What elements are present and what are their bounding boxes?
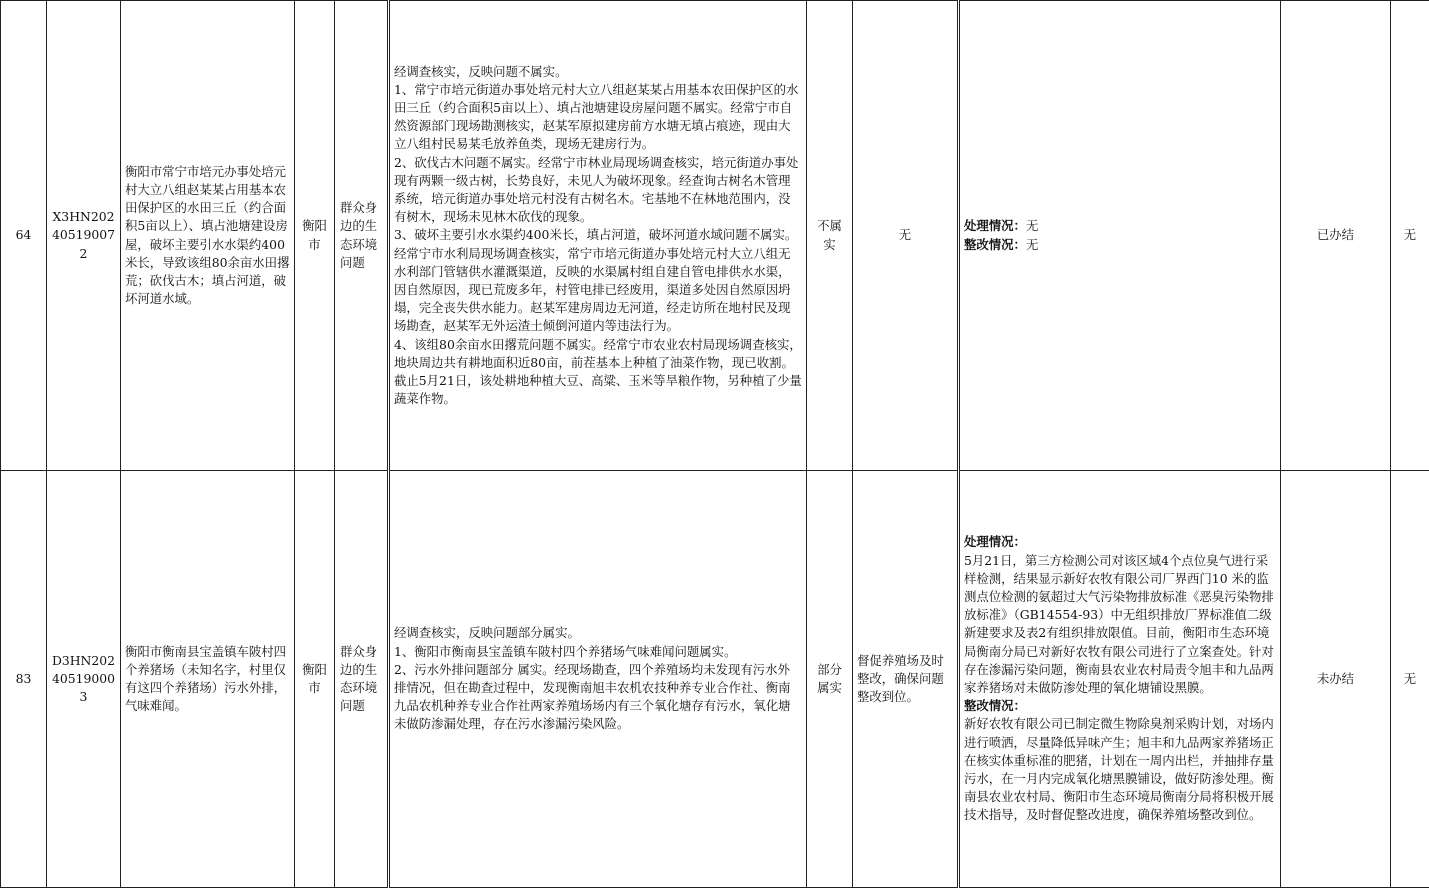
measures-cell: 无 [853, 1, 959, 471]
rectify-label: 整改情况： [964, 236, 1026, 252]
rectify-text: 新好农牧有限公司已制定微生物除臭剂采购计划，对场内进行喷洒，尽量降低异味产生；旭丰和九品两家养猪场正在核实体重标准的肥猪，计划在一周内出栏，并抽排存量污水，在一月内完成氧化塘黑膜铺设，做好防渗处理。衡南县农业农村局、衡阳市生态环境局衡南分局将积极开展技术指导，及时督促整改进度，确保养殖场整改到位。 [964, 716, 1274, 823]
status-cell: 已办结 [1281, 1, 1391, 471]
investigation-line: 2、砍伐古木问题不属实。经常宁市林业局现场调查核实，培元街道办事处现有两颗一级古树，长势良好，未见人为破坏现象。经查询古树名木管理系统，培元街道办事处培元村没有古树名木。宅基地不在林地范围内，没有树木，现场未见林木砍伐的现象。 [394, 154, 799, 225]
verdict-cell: 部分属实 [807, 471, 853, 888]
table-row [1, 471, 1429, 888]
investigation-line: 1、衡阳市衡南县宝盖镇车陂村四个养猪场气味难闻问题属实。 [394, 643, 737, 659]
investigation-line: 2、污水外排问题部分 属实。经现场勘查，四个养殖场均未发现有污水外排情况，但在勘查过程中，发现衡南旭丰农机农技种养专业合作社、衡南九品农机种养专业合作社两家养殖场场内有三个氧化塘存有污水，氧化塘未做防渗漏处理，存在污水渗漏污染风险。 [394, 661, 791, 732]
investigation-line: 经调查核实，反映问题不属实。 [394, 63, 568, 79]
accountability-cell: 无 [1391, 471, 1429, 888]
category-cell: 群众身边的生态环境问题 [335, 471, 389, 888]
rectify-label: 整改情况： [964, 698, 1026, 714]
accountability-cell: 无 [1391, 1, 1429, 471]
handling-label: 处理情况： [964, 218, 1026, 234]
investigation-cell [389, 471, 807, 888]
category-cell: 群众身边的生态环境问题 [335, 1, 389, 471]
handling-text: 5月21日，第三方检测公司对该区域4个点位臭气进行采样检测，结果显示新好农牧有限公司厂界西门10 米的监测点位检测的氨超过大气污染物排放标准《恶臭污染物排放标准》（GB14554-93）中无组织排放厂界标准值二级新建要求及表2有组织排放限值。目前，衡阳市生态环境局衡南分局已对新好农牧有限公司进行了立案查处。针对存在渗漏污染问题，衡南县农业农村局责令旭丰和九品两家养猪场对未做防渗处理的氧化塘铺设黑膜。 [964, 552, 1274, 695]
measures-cell: 督促养殖场及时整改，确保问题整改到位。 [853, 471, 959, 888]
code-cell: D3HN202405190003 [47, 471, 121, 888]
code-cell: X3HN202405190072 [47, 1, 121, 471]
verdict-cell: 不属实 [807, 1, 853, 471]
investigation-line: 3、破坏主要引水水渠约400米长，填占河道，破坏河道水域问题不属实。经常宁市水利局现场调查核实，常宁市培元街道办事处培元村大立八组无水利部门管辖供水灌溉渠道，反映的水渠属村组自建自管电排供水水渠，因自然原因，现已荒废多年，村管电排已经废用，渠道多处因自然原因坍塌，完全丧失供水能力。赵某军建房周边无河道，经走访所在地村民及现场勘查，赵某军无外运渣土倾倒河道内等违法行为。 [394, 227, 798, 334]
investigation-cell [389, 1, 807, 471]
rectify-text: 无 [1025, 236, 1039, 252]
handling-label: 处理情况： [964, 534, 1026, 550]
seq-cell: 64 [1, 1, 47, 471]
investigation-line: 4、该组80余亩水田撂荒问题不属实。经常宁市农业农村局现场调查核实，地块周边共有耕地面积近80亩，前茬基本上种植了油菜作物，现已收割。截止5月21日，该处耕地种植大豆、高粱、玉米等旱粮作物，另种植了少量蔬菜作物。 [394, 336, 802, 407]
investigation-line: 1、常宁市培元街道办事处培元村大立八组赵某某占用基本农田保护区的水田三丘（约合面积5亩以上）、填占池塘建设房屋问题不属实。经常宁市自然资源部门现场勘测核实，赵某军原拟建房前方水塘无填占痕迹，现由大立八组村民易某毛放养鱼类，现场无建房行为。 [394, 81, 799, 152]
result-cell [959, 471, 1281, 888]
seq-cell: 83 [1, 471, 47, 888]
investigation-line: 经调查核实，反映问题部分属实。 [394, 625, 580, 641]
city-cell: 衡阳市 [295, 1, 335, 471]
result-cell [959, 1, 1281, 471]
complaint-cell: 衡阳市常宁市培元办事处培元村大立八组赵某某占用基本农田保护区的水田三丘（约合面积5亩以上）、填占池塘建设房屋，破坏主要引水水渠约400米长，导致该组80余亩水田撂荒；砍伐古木；填占河道，破坏河道水域。 [121, 1, 295, 471]
status-cell: 未办结 [1281, 471, 1391, 888]
complaint-cell: 衡阳市衡南县宝盖镇车陂村四个养猪场（未知名字，村里仅有这四个养猪场）污水外排，气味难闻。 [121, 471, 295, 888]
city-cell: 衡阳市 [295, 471, 335, 888]
table-row [1, 1, 1429, 471]
handling-text: 无 [1025, 218, 1039, 234]
